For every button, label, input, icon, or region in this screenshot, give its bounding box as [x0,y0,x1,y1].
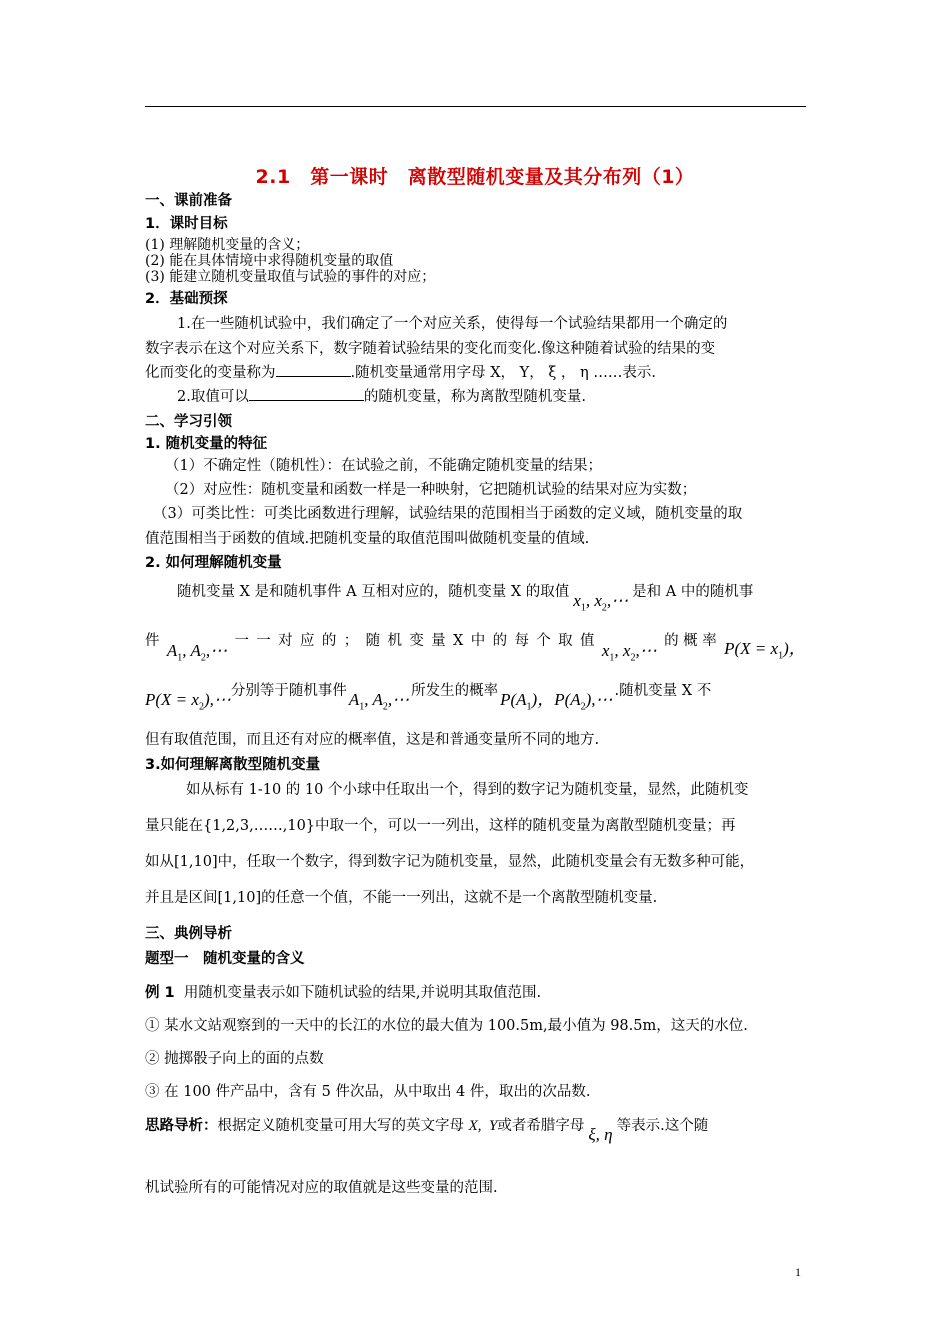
text: .随机变量通常用字母 X， Y， ξ ， η ……表示. [350,365,656,381]
paragraph-line: 但有取值范围，而且还有对应的概率值，这是和普通变量所不同的地方. [145,732,600,748]
paragraph-line: 机试验所有的可能情况对应的取值就是这些变量的范围. [145,1180,498,1196]
text: 对 [278,633,293,649]
text: 化而变化的变量称为 [145,365,276,381]
text: 值 [580,633,595,649]
subsection-heading: 1. 随机变量的特征 [145,436,268,452]
formula: $P(X = x_1)$， [724,639,806,662]
text: 取 [558,633,573,649]
example-item: ① 某水文站观察到的一天中的长江的水位的最大值为 100.5m,最小值为 98.5m，这天的水位. [145,1018,748,1034]
paragraph-line: 数字表示在这个对应关系下，数字随着试验结果的变化而变化.像这种随着试验的结果的变 [145,341,716,357]
subsection-heading: 2. 如何理解随机变量 [145,555,282,571]
goal-item: (1) 理解随机变量的含义； [145,237,310,253]
formula: $A_1$, $A_2,\cdots$ [166,641,228,664]
text: 变 [409,633,424,649]
text: 的 [492,633,508,649]
section-heading: 一、课前准备 [145,193,232,209]
paragraph-line [145,364,656,382]
text: 所发生的概率 [411,683,499,699]
text: 每 [514,633,529,649]
paragraph-line: （3）可类比性：可类比函数进行理解，试验结果的范围相当于函数的定义域，随机变量的取 [153,506,743,522]
paragraph-line: （2）对应性：随机变量和函数一样是一种映射，它把随机试验的结果对应为实数； [165,482,697,498]
text: 机 [387,633,402,649]
paragraph-line: 并且是区间[1,10]的任意一个值，不能一一列出，这就不是一个离散型随机变量. [145,890,658,906]
text: 随 [365,633,381,649]
formula: ξ, η [588,1125,613,1144]
formula: $x_1$, $x_2,\cdots$ [601,641,657,664]
subsection-heading: 1．课时目标 [145,216,228,232]
type-heading: 题型一 随机变量的含义 [145,951,305,967]
text: 分别等于随机事件 [230,683,347,699]
text: 等表示.这个随 [616,1118,709,1134]
formula: $P(A_1)$，$P(A_2),\cdots$ [500,690,613,713]
formula: $A_1$, $A_2,\cdots$ [348,690,410,713]
text: 或者希腊字母 [497,1118,585,1134]
example-line [145,984,541,1002]
page-title: 2.1 第一课时 离散型随机变量及其分布列（1） [255,166,695,188]
text: 根据定义随机变量可用大写的英文字母 [217,1118,464,1134]
paragraph-line: 如从标有 1-10 的 10 个小球中任取出一个，得到的数字记为随机变量，显然，此随机变 [186,782,749,798]
paragraph-line [177,582,754,614]
text: 用随机变量表示如下随机试验的结果,并说明其取值范围. [183,985,542,1001]
text: 的 概 率 [664,633,717,649]
text: 中 [470,633,486,649]
text: 是和 A 中的随机事 [632,584,754,600]
example-item: ③ 在 100 件产品中，含有 5 件次品，从中取出 4 件，取出的次品数. [145,1084,591,1100]
text: 的随机变量，称为离散型随机变量. [363,389,586,405]
text: 一 [256,633,271,649]
paragraph-line: 量只能在{1,2,3,……,10}中取一个，可以一一列出，这样的随机变量为离散型随机变量；再 [145,818,736,834]
goal-item: (3) 能建立随机变量取值与试验的事件的对应； [145,269,436,285]
paragraph-line: 1.在一些随机试验中，我们确定了一个对应关系，使得每一个试验结果都用一个确定的 [177,316,728,332]
text: 应 [300,633,315,649]
formula: $x_1$, $x_2,\cdots$ [573,591,629,614]
idea-label: 思路导析： [145,1118,218,1134]
page-number: 1 [795,1265,801,1279]
text: 的 [321,633,337,649]
section-heading: 二、学习引领 [145,414,232,430]
formula: $P(X = x_2),\cdots$ [145,690,231,713]
text: 件 [145,633,160,649]
example-label: 例 1 [145,985,175,1001]
text: .随机变量 X 不 [614,683,712,699]
blank-line [276,364,351,377]
paragraph-line: 如从[1,10]中，任取一个数字，得到数字记为随机变量，显然，此随机变量会有无数多种可能， [145,854,755,870]
text: 随机变量 X 是和随机事件 A 互相对应的，随机变量 X 的取值 [177,584,570,600]
text: 2.取值可以 [177,389,249,405]
text: 一 [234,633,249,649]
subsection-heading: 2．基础预探 [145,291,228,307]
goal-item: (2) 能在具体情境中求得随机变量的取值 [145,253,394,269]
paragraph-line [145,681,712,713]
subsection-heading: 3.如何理解离散型随机变量 [145,757,321,773]
paragraph-line: （1）不确定性（随机性）：在试验之前，不能确定随机变量的结果； [165,458,602,474]
text: X [453,633,464,649]
paragraph-line [145,1116,709,1144]
text: 个 [536,633,551,649]
paragraph-line [177,388,586,406]
formula: X, Y [468,1118,498,1134]
text: 量 [431,633,446,649]
section-heading: 三、典例导析 [145,926,232,942]
text: ； [343,633,359,649]
paragraph-line: 值范围相当于函数的值域.把随机变量的取值范围叫做随机变量的值域. [145,531,590,547]
blank-line [249,388,364,401]
example-item: ② 抛掷骰子向上的面的点数 [145,1051,324,1067]
header-rule [145,106,806,107]
paragraph-line [145,632,806,664]
